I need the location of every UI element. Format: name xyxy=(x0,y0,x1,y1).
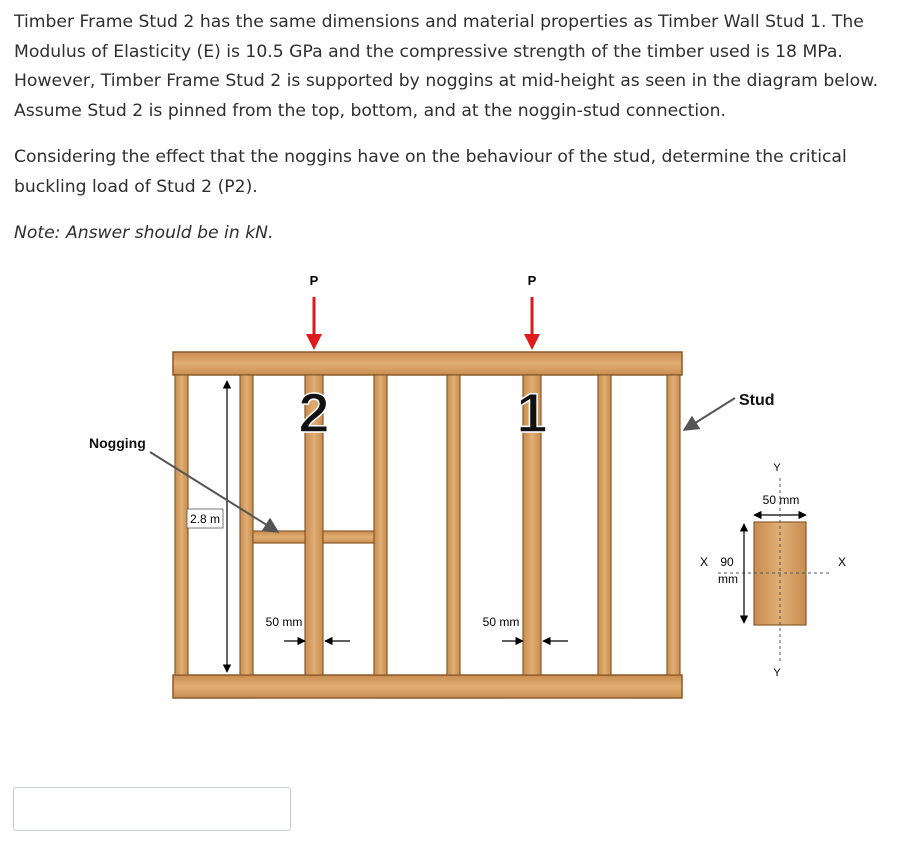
stud-cross-section xyxy=(700,462,846,679)
stud xyxy=(374,375,387,675)
height-label: 2.8 m xyxy=(189,512,221,526)
noggin-right xyxy=(323,531,374,543)
section-depth-unit: mm xyxy=(718,572,738,586)
bottom-plate xyxy=(173,675,682,698)
load-label-right: P xyxy=(527,273,537,288)
answer-input[interactable] xyxy=(13,787,291,831)
noggin-left xyxy=(253,531,305,543)
question-paragraph-1: Timber Frame Stud 2 has the same dimensions and material properties as Timber Wall Stud 1. The Modulus of Elasticity (E) is 10.5 GPa and the compressive strength of the timber used is 18 MPa. However, Timber Frame Stud 2 is supported by noggins at mid-height as seen in the diagram below. Assume Stud 2 is pinned from the top, bottom, and at the noggin-stud connection. xyxy=(14,12,879,121)
axis-y-top: Y xyxy=(773,462,781,474)
axis-y-bottom: Y xyxy=(773,667,781,679)
nogging-label: Nogging xyxy=(89,435,146,451)
stud-number-1: 1 xyxy=(516,381,548,444)
section-width-label: 50 mm xyxy=(762,493,800,507)
answer-unit-note: Note: Answer should be in kN. xyxy=(14,223,274,243)
width-label-stud-2: 50 mm xyxy=(265,615,303,629)
width-label-stud-1: 50 mm xyxy=(482,615,520,629)
end-stud-right xyxy=(667,375,680,675)
stud xyxy=(447,375,460,675)
section-depth-value: 90 xyxy=(720,555,734,569)
load-arrowhead-right xyxy=(524,334,540,350)
studs xyxy=(175,375,680,675)
stud-pointer xyxy=(684,398,735,430)
end-stud-left xyxy=(175,375,188,675)
top-plate xyxy=(173,352,682,375)
axis-x-right: X xyxy=(837,555,847,569)
timber-frame-diagram xyxy=(0,255,898,725)
question-paragraph-2: Considering the effect that the noggins have on the behaviour of the stud, determine the critical buckling load of Stud 2 (P2). xyxy=(14,147,847,197)
load-label-left: P xyxy=(309,273,319,288)
axis-x-left: X xyxy=(699,555,709,569)
stud-number-2: 2 xyxy=(298,381,330,444)
load-arrowhead-left xyxy=(306,334,322,350)
stud xyxy=(598,375,611,675)
stud xyxy=(240,375,253,675)
stud-label: Stud xyxy=(739,392,775,409)
